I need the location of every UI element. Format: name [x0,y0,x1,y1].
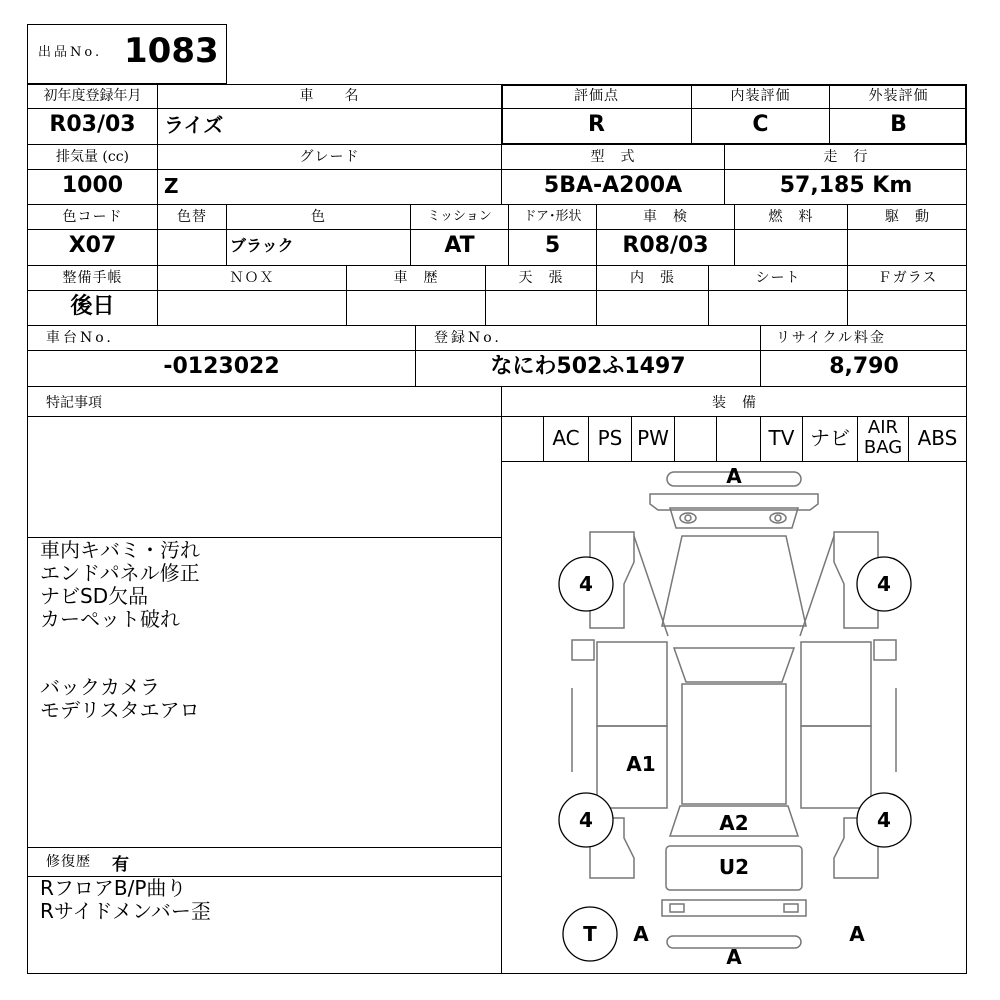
mark-tire-fr: 4 [877,572,891,596]
value-repair: 有 [112,855,129,875]
label-nox: ＮＯＸ [229,270,275,286]
label-maintenance: 整備手帳 [62,270,123,286]
note-line: エンドパネル修正 [40,561,200,585]
equip-navi: ナビ [810,426,850,450]
value-displacement: 1000 [61,173,124,198]
value-first-reg: R03/03 [49,112,136,137]
mark-rear-left: A [633,922,649,946]
lot-box [27,24,227,84]
repair-line: RフロアB/P曲り [40,876,187,900]
value-registration: なにわ502ふ1497 [490,354,686,379]
label-fglass: Ｆガラス [877,270,938,286]
value-exterior: B [890,112,907,137]
mark-left-side: A1 [626,752,656,776]
value-model: 5BA-A200A [543,173,683,198]
equip-tv: TV [768,426,795,450]
label-color-change: 色替 [177,209,207,225]
label-color: 色 [311,209,326,225]
label-grade: グレード [299,149,360,165]
equip-abs: ABS [917,426,958,450]
notes-block-a [40,539,200,631]
mark-tire-fl: 4 [579,572,593,596]
equip-airbag: AIR BAG [863,417,903,458]
label-registration: 登録No. [434,330,502,346]
label-inner: 内 張 [630,270,675,286]
mark-front-bumper: A [726,464,742,488]
value-interior: C [752,112,769,137]
mark-tire-rr: 4 [877,808,891,832]
mark-trunk: U2 [718,855,750,879]
label-exterior: 外装評価 [868,88,929,104]
value-car-name: ライズ [164,113,224,137]
value-mileage: 57,185 Km [779,173,913,198]
label-transmission: ミッション [427,209,492,224]
label-inspection: 車 検 [643,209,688,225]
label-equipment: 装 備 [712,395,757,411]
label-fuel: 燃 料 [768,209,814,225]
label-chassis: 車台No. [46,330,114,346]
label-roof: 天 張 [518,270,564,286]
value-color: ブラック [230,236,294,255]
mark-tire-rl: 4 [579,808,593,832]
label-notes: 特記事項 [46,395,102,411]
value-inspection: R08/03 [622,233,709,258]
car-damage-diagram [502,462,966,973]
label-drive: 駆 動 [885,209,930,225]
label-displacement: 排気量 (cc) [55,149,130,165]
label-recycle: リサイクル料金 [776,330,887,346]
value-grade: Z [164,174,179,198]
label-color-code: 色コード [62,209,123,225]
value-door: 5 [544,233,561,258]
label-history: 車 歴 [393,270,439,286]
note-line: バックカメラ [40,675,160,699]
note-line: モデリスタエアロ [40,698,200,722]
note-line: 車内キバミ・汚れ [40,538,200,562]
equip-pw: PW [637,426,669,450]
label-model: 型 式 [590,149,636,165]
repair-line: Rサイドメンバー歪 [40,899,211,923]
value-chassis: -0123022 [163,354,280,379]
note-line: ナビSD欠品 [40,584,149,608]
mark-rear-right: A [849,922,865,946]
value-transmission: AT [444,233,475,258]
note-line: カーペット破れ [40,607,180,631]
repair-lines [40,877,211,923]
lot-number: 1083 [124,31,219,71]
label-grade-score: 評価点 [574,88,619,104]
mark-rear-bumper: A [726,945,742,969]
value-maintenance: 後日 [70,294,115,319]
label-seat: シート [755,270,801,286]
label-first-reg: 初年度登録年月 [43,88,142,104]
label-repair: 修復歴 [46,854,91,870]
label-car-name: 車 名 [299,88,360,104]
value-recycle: 8,790 [829,354,899,379]
notes-block-b [40,676,200,722]
value-color-code: X07 [68,233,117,258]
value-grade-score: R [588,112,605,137]
label-mileage: 走 行 [823,149,869,165]
label-door: ドア･形状 [523,209,582,224]
equip-ac: AC [552,426,580,450]
mark-spare: T [583,922,597,946]
equip-ps: PS [597,426,623,450]
lot-label: 出品No. [38,45,103,60]
mark-rear-roof: A2 [719,811,749,835]
label-interior: 内装評価 [730,88,791,104]
